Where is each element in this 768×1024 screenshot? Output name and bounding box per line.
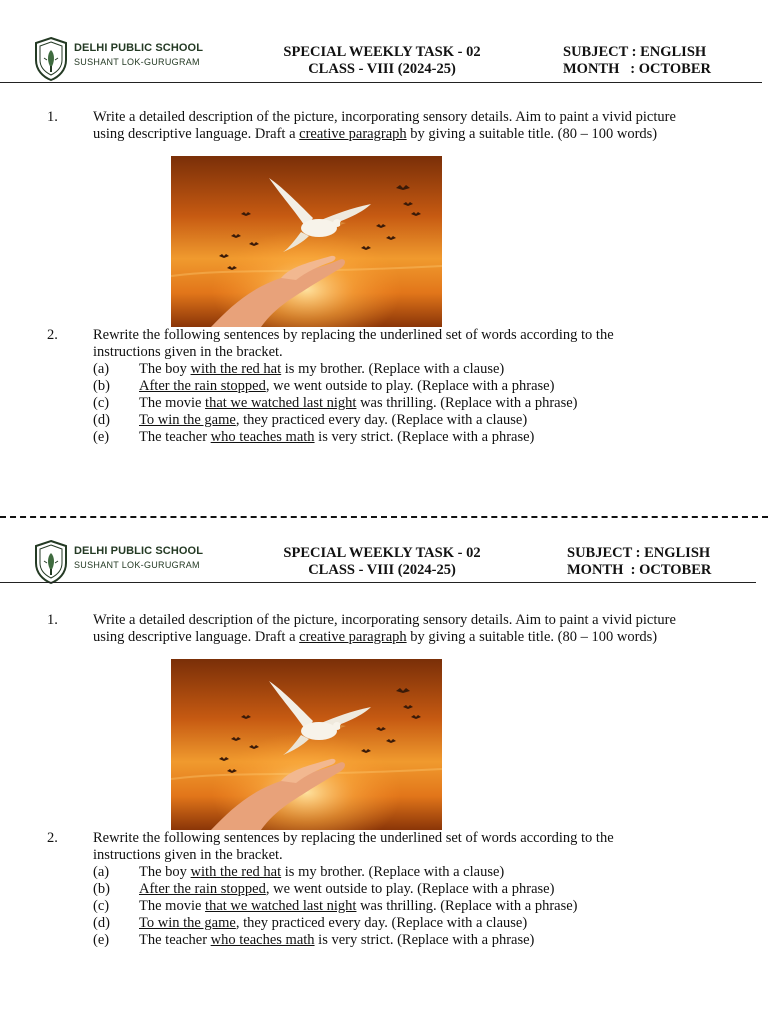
underlined-text: creative paragraph <box>299 629 407 645</box>
question-text <box>93 830 733 864</box>
worksheet-copy-2 <box>0 503 768 1003</box>
sub-item-text <box>139 898 578 915</box>
task-title-block <box>262 545 502 579</box>
worksheet-copy-1 <box>0 0 768 500</box>
month-label: MONTH : OCTOBER <box>563 61 711 77</box>
subject-block <box>563 44 711 78</box>
sub-item-label: (e) <box>93 932 110 948</box>
underlined-text: To win the game <box>139 412 236 428</box>
underlined-text: who teaches math <box>210 932 315 948</box>
school-name: DELHI PUBLIC SCHOOL <box>74 545 204 557</box>
school-name: DELHI PUBLIC SCHOOL <box>74 42 204 54</box>
text-run: by giving a suitable title. (80 – 100 words) <box>406 126 658 142</box>
underlined-text: After the rain stopped <box>139 378 266 394</box>
header-divider <box>0 582 756 583</box>
school-logo <box>32 36 202 80</box>
sub-item-text <box>139 932 534 949</box>
sub-item-text <box>139 361 504 378</box>
text-run: is my brother. (Replace with a clause) <box>281 361 505 377</box>
text-run: The boy <box>139 864 191 880</box>
question-text <box>93 109 733 143</box>
sub-item-text <box>139 864 504 881</box>
month-label: MONTH : OCTOBER <box>567 562 712 578</box>
underlined-text: that we watched last night <box>205 898 357 914</box>
sub-item-label: (d) <box>93 915 110 931</box>
sub-item-label: (b) <box>93 378 110 394</box>
question-number: 1. <box>47 612 58 628</box>
underlined-text: that we watched last night <box>205 395 357 411</box>
text-run: was thrilling. (Replace with a phrase) <box>356 395 578 411</box>
class-label: CLASS - VIII (2024-25) <box>308 562 456 578</box>
dove-picture <box>171 659 442 830</box>
text-run: The teacher <box>139 932 211 948</box>
question-text <box>93 612 733 646</box>
text-run: was thrilling. (Replace with a phrase) <box>356 898 578 914</box>
school-logo <box>32 539 202 583</box>
text-run: by giving a suitable title. (80 – 100 words) <box>406 629 658 645</box>
question-line: Rewrite the following sentences by replacing the underlined set of words according to the <box>93 830 614 846</box>
question-number: 2. <box>47 327 58 343</box>
dove-picture <box>171 156 442 327</box>
header-divider <box>0 82 762 83</box>
question-text <box>93 327 733 361</box>
underlined-text: who teaches math <box>210 429 315 445</box>
question-line: Write a detailed description of the picture, incorporating sensory details. Aim to paint a vivid picture <box>93 109 676 125</box>
school-crest-icon <box>32 539 70 585</box>
text-run: , we went outside to play. (Replace with a phrase) <box>265 881 555 897</box>
text-run: The movie <box>139 898 206 914</box>
text-run: The movie <box>139 395 206 411</box>
dove-sunset-image <box>171 659 442 830</box>
text-run: The boy <box>139 361 191 377</box>
question-number: 1. <box>47 109 58 125</box>
text-run: The teacher <box>139 429 211 445</box>
task-title: SPECIAL WEEKLY TASK - 02 <box>283 44 481 60</box>
task-title-block <box>262 44 502 78</box>
sub-item-label: (a) <box>93 361 110 377</box>
sub-item-label: (c) <box>93 898 110 914</box>
text-run: is very strict. (Replace with a phrase) <box>314 932 535 948</box>
underlined-text: To win the game <box>139 915 236 931</box>
text-run: using descriptive language. Draft a <box>93 629 300 645</box>
text-run: , they practiced every day. (Replace with a clause) <box>235 915 528 931</box>
dove-sunset-image <box>171 156 442 327</box>
sub-item-text <box>139 881 554 898</box>
question-line <box>93 126 733 143</box>
task-title: SPECIAL WEEKLY TASK - 02 <box>283 545 481 561</box>
sub-item-text <box>139 429 534 446</box>
school-branch: SUSHANT LOK-GURUGRAM <box>74 560 200 570</box>
sub-item-text <box>139 395 578 412</box>
underlined-text: creative paragraph <box>299 126 407 142</box>
sub-item-label: (e) <box>93 429 110 445</box>
subject-label: SUBJECT : ENGLISH <box>563 44 707 60</box>
text-run: is my brother. (Replace with a clause) <box>281 864 505 880</box>
question-line <box>93 629 733 646</box>
question-line: Rewrite the following sentences by replacing the underlined set of words according to the <box>93 327 614 343</box>
sub-item-label: (c) <box>93 395 110 411</box>
sub-item-label: (d) <box>93 412 110 428</box>
question-line: Write a detailed description of the picture, incorporating sensory details. Aim to paint a vivid picture <box>93 612 676 628</box>
sub-item-text <box>139 412 527 429</box>
text-run: is very strict. (Replace with a phrase) <box>314 429 535 445</box>
underlined-text: After the rain stopped <box>139 881 266 897</box>
underlined-text: with the red hat <box>190 361 282 377</box>
underlined-text: with the red hat <box>190 864 282 880</box>
text-run: using descriptive language. Draft a <box>93 126 300 142</box>
sub-item-text <box>139 915 527 932</box>
subject-block <box>567 545 711 579</box>
school-branch: SUSHANT LOK-GURUGRAM <box>74 57 200 67</box>
sub-item-label: (a) <box>93 864 110 880</box>
question-line: instructions given in the bracket. <box>93 344 283 360</box>
school-crest-icon <box>32 36 70 82</box>
sub-item-label: (b) <box>93 881 110 897</box>
subject-label: SUBJECT : ENGLISH <box>567 545 711 561</box>
class-label: CLASS - VIII (2024-25) <box>308 61 456 77</box>
text-run: , we went outside to play. (Replace with a phrase) <box>265 378 555 394</box>
text-run: , they practiced every day. (Replace with a clause) <box>235 412 528 428</box>
question-number: 2. <box>47 830 58 846</box>
question-line: instructions given in the bracket. <box>93 847 283 863</box>
sub-item-text <box>139 378 554 395</box>
